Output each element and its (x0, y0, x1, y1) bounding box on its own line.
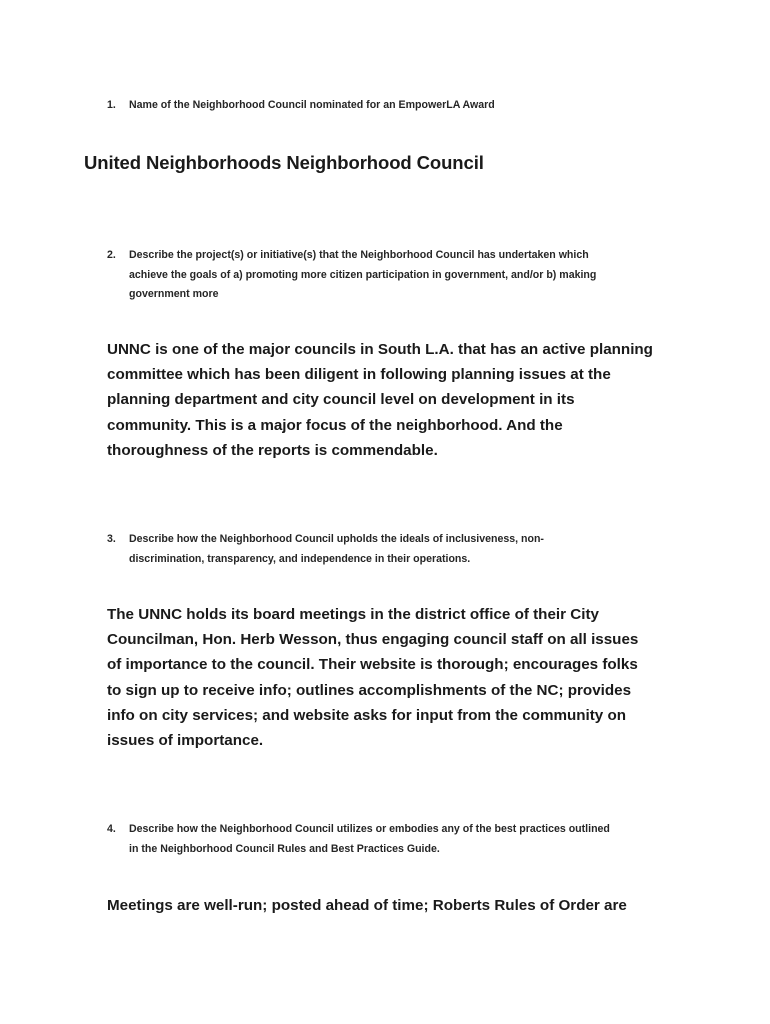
question-line: Describe how the Neighborhood Council utilizes or embodies any of the best practices outlined (129, 823, 610, 835)
answer-line: planning department and city council level on development in its (107, 391, 575, 409)
question-number: 2. (107, 249, 116, 261)
answer-line: community. This is a major focus of the neighborhood. And the (107, 416, 563, 434)
answer-line: thoroughness of the reports is commendable. (107, 441, 438, 459)
answer-line: of importance to the council. Their website is thorough; encourages folks (107, 656, 638, 674)
question-line: government more (129, 288, 219, 300)
question-number: 1. (107, 99, 116, 111)
answer-line: The UNNC holds its board meetings in the district office of their City (107, 606, 599, 623)
answer-2 (107, 337, 667, 463)
question-1 (107, 96, 647, 116)
question-line: Describe how the Neighborhood Council upholds the ideals of inclusiveness, non- (129, 533, 544, 545)
answer-line: info on city services; and website asks for input from the community on (107, 706, 627, 724)
answer-line: Meetings are well-run; posted ahead of time; Roberts Rules of Order are (107, 897, 627, 914)
question-text (129, 96, 647, 116)
answer-line: issues of importance. (107, 732, 264, 750)
answer-line: Councilman, Hon. Herb Wesson, thus engaging council staff on all issues (107, 631, 639, 649)
question-line: Describe the project(s) or initiative(s) that the Neighborhood Council has undertaken which (129, 249, 589, 261)
answer-line: to sign up to receive info; outlines accomplishments of the NC; provides (107, 681, 632, 699)
question-line: in the Neighborhood Council Rules and Best Practices Guide. (129, 842, 440, 855)
question-line: achieve the goals of a) promoting more citizen participation in government, and/or b) making (129, 268, 597, 281)
question-2 (107, 246, 647, 305)
answer-line: UNNC is one of the major councils in South L.A. that has an active planning (107, 341, 653, 358)
question-4 (107, 820, 647, 859)
question-number: 4. (107, 823, 116, 835)
question-text (129, 820, 647, 859)
answer-3 (107, 602, 667, 753)
council-name-heading: United Neighborhoods Neighborhood Council (84, 152, 484, 173)
answer-line: committee which has been diligent in following planning issues at the (107, 366, 611, 384)
question-line: discrimination, transparency, and independence in their operations. (129, 552, 471, 565)
question-text (129, 246, 647, 305)
answer-4 (107, 893, 667, 918)
question-3 (107, 530, 647, 569)
question-text (129, 530, 647, 569)
question-number: 3. (107, 533, 116, 545)
question-line: Name of the Neighborhood Council nominated for an EmpowerLA Award (129, 99, 495, 111)
